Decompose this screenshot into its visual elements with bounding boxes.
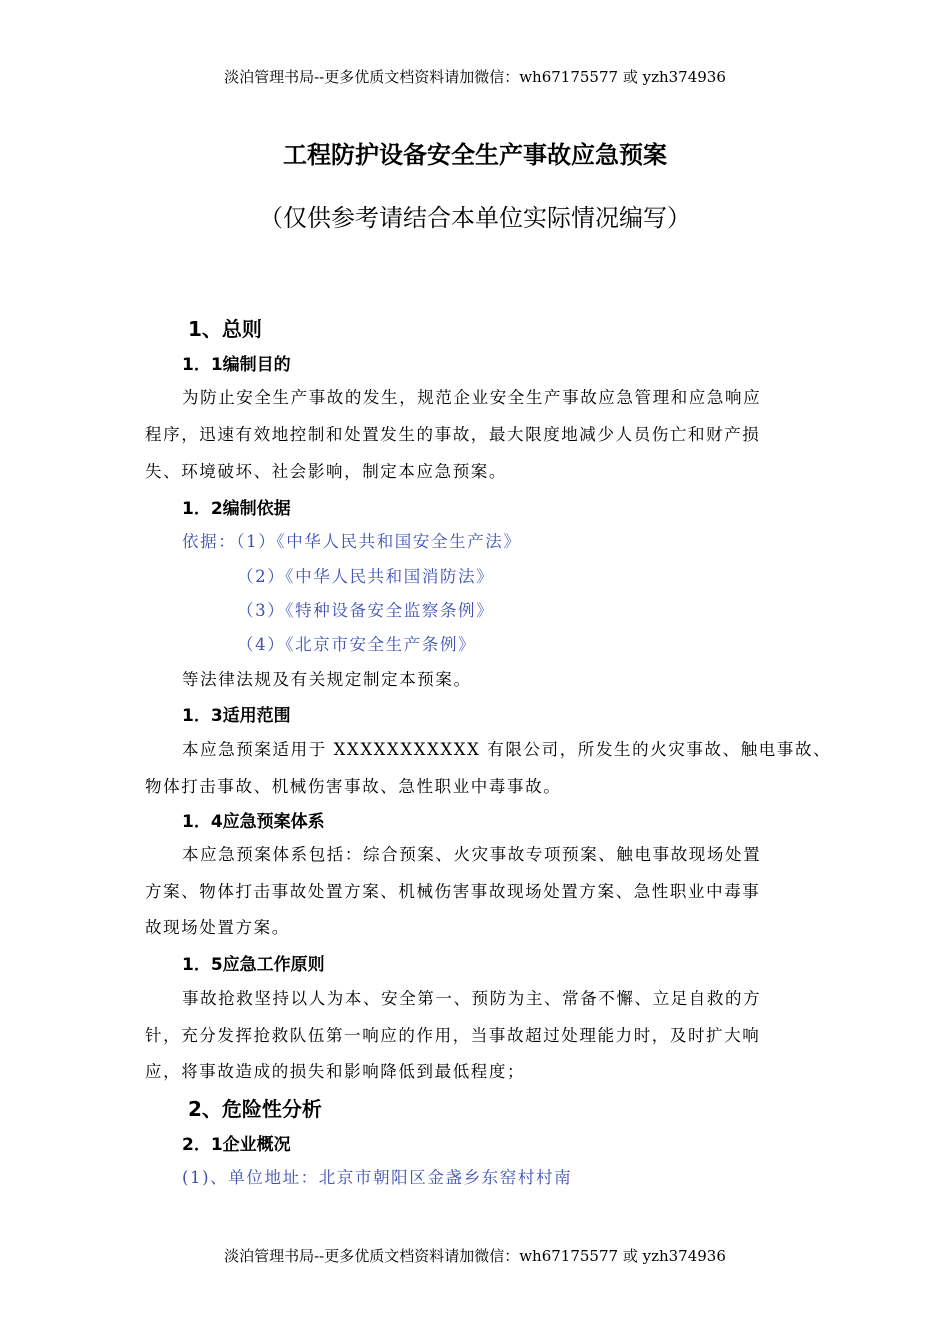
page-header: 淡泊管理书局--更多优质文档资料请加微信：wh67175577 或 yzh374936 [224,68,726,86]
address-line: (1)、单位地址：北京市朝阳区金盏乡东窑村村南 [182,1168,573,1187]
basis-item: （4）《北京市安全生产条例》 [237,635,477,654]
paragraph-line: 物体打击事故、机械伤害事故、急性职业中毒事故。 [145,777,562,796]
paragraph-line: 程序，迅速有效地控制和处置发生的事故，最大限度地减少人员伤亡和财产损 [145,425,761,444]
paragraph-line: 事故抢救坚持以人为本、安全第一、预防为主、常备不懈、立足自救的方 [182,989,762,1008]
subsection-heading-1-2: 1．2编制依据 [182,499,291,519]
subsection-heading-1-4: 1．4应急预案体系 [182,812,325,832]
subsection-heading-2-1: 2．1企业概况 [182,1135,291,1155]
paragraph-line: 本应急预案体系包括：综合预案、火灾事故专项预案、触电事故现场处置 [182,845,762,864]
paragraph-line: 本应急预案适用于 XXXXXXXXXXX 有限公司，所发生的火灾事故、触电事故、 [182,740,832,759]
basis-item: 依据：（1）《中华人民共和国安全生产法》 [182,532,522,551]
section-heading-1: 1、总则 [188,317,262,341]
document-subtitle: （仅供参考请结合本单位实际情况编写） [259,204,691,232]
paragraph-line: 方案、物体打击事故处置方案、机械伤害事故现场处置方案、急性职业中毒事 [145,882,761,901]
paragraph-line: 为防止安全生产事故的发生，规范企业安全生产事故应急管理和应急响应 [182,388,762,407]
basis-item: （2）《中华人民共和国消防法》 [237,567,495,586]
subsection-heading-1-3: 1．3适用范围 [182,706,291,726]
page-footer: 淡泊管理书局--更多优质文档资料请加微信：wh67175577 或 yzh374936 [224,1247,726,1265]
subsection-heading-1-1: 1．1编制目的 [182,355,291,375]
paragraph-line: 等法律法规及有关规定制定本预案。 [182,670,472,689]
document-title: 工程防护设备安全生产事故应急预案 [283,141,667,169]
paragraph-line: 故现场处置方案。 [145,918,290,937]
section-heading-2: 2、危险性分析 [188,1097,322,1121]
subsection-heading-1-5: 1．5应急工作原则 [182,955,325,975]
paragraph-line: 失、环境破坏、社会影响，制定本应急预案。 [145,462,507,481]
paragraph-line: 应，将事故造成的损失和影响降低到最低程度； [145,1062,526,1081]
paragraph-line: 针，充分发挥抢救队伍第一响应的作用，当事故超过处理能力时，及时扩大响 [145,1026,761,1045]
basis-item: （3）《特种设备安全监察条例》 [237,601,495,620]
